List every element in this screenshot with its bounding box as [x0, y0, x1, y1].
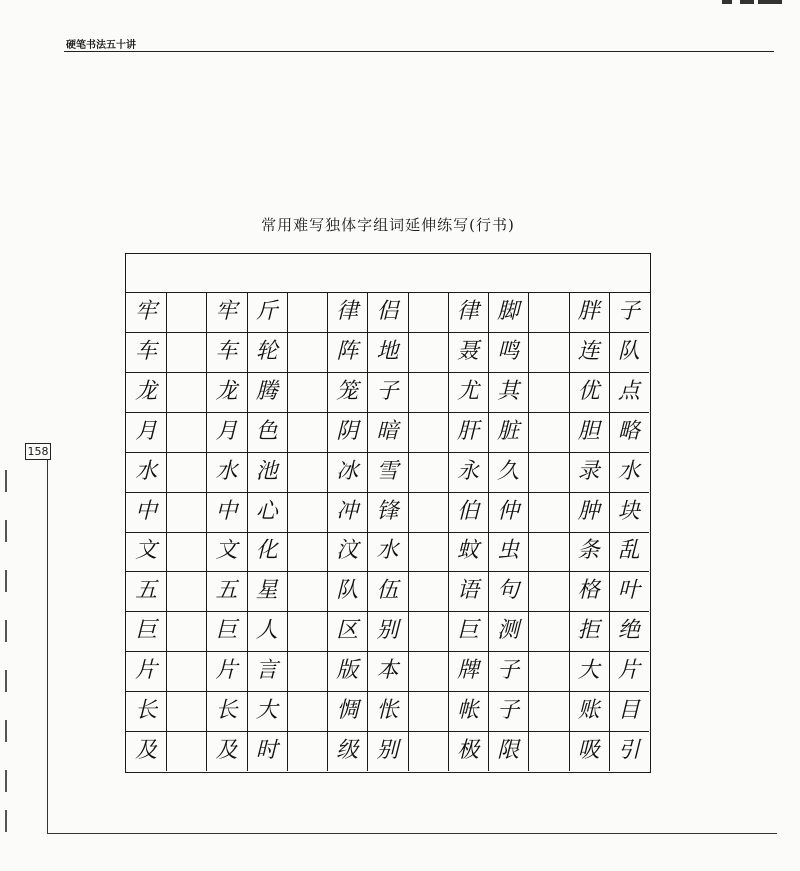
practice-character: 胖	[577, 298, 600, 324]
practice-character: 牢	[215, 298, 238, 324]
blank-practice-cell	[166, 452, 206, 492]
practice-character: 龙	[215, 378, 238, 404]
blank-practice-cell	[408, 651, 448, 691]
blank-practice-cell	[528, 412, 568, 452]
practice-character: 牢	[135, 298, 158, 324]
practice-character: 池	[255, 458, 278, 484]
practice-character: 侣	[376, 298, 399, 324]
practice-character: 车	[215, 338, 238, 364]
header-rule	[64, 51, 774, 52]
blank-practice-cell	[408, 531, 448, 571]
practice-character: 地	[376, 338, 399, 364]
practice-character: 其	[497, 378, 520, 404]
blank-practice-cell	[528, 691, 568, 731]
blank-practice-cell	[287, 492, 327, 532]
practice-character: 轮	[255, 338, 278, 364]
practice-character: 时	[255, 738, 278, 764]
practice-character: 月	[215, 418, 238, 444]
practice-character: 中	[135, 498, 158, 524]
blank-practice-cell	[408, 731, 448, 771]
practice-grid	[126, 292, 649, 771]
practice-character: 聂	[456, 338, 479, 364]
practice-character: 文	[215, 538, 238, 564]
practice-character: 五	[135, 578, 158, 604]
practice-character: 脏	[497, 418, 520, 444]
practice-character: 略	[617, 418, 640, 444]
blank-practice-cell	[287, 412, 327, 452]
blank-practice-cell	[528, 531, 568, 571]
practice-character: 雪	[376, 458, 399, 484]
practice-character: 阵	[336, 338, 359, 364]
blank-practice-cell	[528, 372, 568, 412]
practice-character: 伍	[376, 578, 399, 604]
blank-practice-cell	[408, 691, 448, 731]
practice-character: 水	[376, 538, 399, 564]
blank-practice-cell	[287, 691, 327, 731]
blank-practice-cell	[408, 292, 448, 332]
practice-character: 队	[336, 578, 359, 604]
practice-character: 蚊	[456, 538, 479, 564]
practice-character: 版	[336, 658, 359, 684]
practice-character: 吸	[577, 738, 600, 764]
practice-character: 连	[577, 338, 600, 364]
practice-character: 五	[215, 578, 238, 604]
practice-character: 乱	[617, 538, 640, 564]
blank-practice-cell	[287, 731, 327, 771]
blank-practice-cell	[166, 731, 206, 771]
practice-character: 帐	[456, 698, 479, 724]
practice-character: 心	[255, 498, 278, 524]
practice-character: 片	[617, 658, 640, 684]
practice-character: 胆	[577, 418, 600, 444]
practice-character: 长	[135, 698, 158, 724]
practice-character: 片	[135, 658, 158, 684]
blank-practice-cell	[287, 571, 327, 611]
blank-practice-cell	[287, 611, 327, 651]
blank-practice-cell	[408, 332, 448, 372]
blank-practice-cell	[408, 492, 448, 532]
blank-practice-cell	[528, 571, 568, 611]
footer-rule	[47, 833, 777, 834]
blank-practice-cell	[166, 571, 206, 611]
practice-character: 律	[456, 298, 479, 324]
practice-character: 片	[215, 658, 238, 684]
blank-practice-cell	[166, 372, 206, 412]
blank-practice-cell	[287, 292, 327, 332]
practice-character: 录	[577, 458, 600, 484]
blank-practice-cell	[528, 332, 568, 372]
blank-practice-cell	[408, 571, 448, 611]
practice-character: 条	[577, 538, 600, 564]
practice-character: 句	[497, 578, 520, 604]
blank-practice-cell	[408, 412, 448, 452]
blank-practice-cell	[528, 611, 568, 651]
practice-character: 人	[255, 618, 278, 644]
practice-character: 牌	[456, 658, 479, 684]
practice-character: 笼	[336, 378, 359, 404]
practice-character: 阴	[336, 418, 359, 444]
practice-character: 暗	[376, 418, 399, 444]
practice-character: 伯	[456, 498, 479, 524]
practice-character: 本	[376, 658, 399, 684]
page-margin-line	[47, 448, 48, 834]
practice-character: 文	[135, 538, 158, 564]
practice-character: 拒	[577, 618, 600, 644]
practice-character: 子	[497, 698, 520, 724]
practice-character: 叶	[617, 578, 640, 604]
blank-practice-cell	[166, 412, 206, 452]
practice-character: 水	[215, 458, 238, 484]
practice-character: 目	[617, 698, 640, 724]
practice-character: 子	[376, 378, 399, 404]
blank-practice-cell	[408, 452, 448, 492]
practice-character: 巨	[215, 618, 238, 644]
practice-character: 腾	[255, 378, 278, 404]
blank-practice-cell	[528, 292, 568, 332]
practice-character: 别	[376, 738, 399, 764]
practice-character: 队	[617, 338, 640, 364]
blank-practice-cell	[166, 691, 206, 731]
blank-practice-cell	[528, 731, 568, 771]
practice-character: 月	[135, 418, 158, 444]
practice-character: 测	[497, 618, 520, 644]
practice-character: 言	[255, 658, 278, 684]
table-header-row	[126, 254, 650, 293]
blank-practice-cell	[166, 651, 206, 691]
practice-character: 虫	[497, 538, 520, 564]
practice-character: 惆	[336, 698, 359, 724]
practice-character: 格	[577, 578, 600, 604]
practice-character: 账	[577, 698, 600, 724]
practice-character: 肝	[456, 418, 479, 444]
page-number: 158	[25, 443, 51, 460]
corner-crop-mark	[722, 0, 782, 6]
practice-character: 大	[577, 658, 600, 684]
blank-practice-cell	[166, 611, 206, 651]
practice-character: 律	[336, 298, 359, 324]
practice-character: 巨	[135, 618, 158, 644]
practice-character: 限	[497, 738, 520, 764]
practice-character: 星	[255, 578, 278, 604]
practice-character: 语	[456, 578, 479, 604]
practice-character: 色	[255, 418, 278, 444]
blank-practice-cell	[287, 651, 327, 691]
blank-practice-cell	[166, 292, 206, 332]
blank-practice-cell	[528, 651, 568, 691]
practice-character: 锋	[376, 498, 399, 524]
practice-character: 脚	[497, 298, 520, 324]
table-caption: 常用难写独体字组词延伸练写(行书)	[261, 216, 515, 234]
blank-practice-cell	[408, 611, 448, 651]
practice-character: 中	[215, 498, 238, 524]
practice-character: 尤	[456, 378, 479, 404]
practice-character: 怅	[376, 698, 399, 724]
practice-character: 化	[255, 538, 278, 564]
practice-character: 水	[617, 458, 640, 484]
practice-character: 大	[255, 698, 278, 724]
practice-character: 久	[497, 458, 520, 484]
practice-character: 子	[497, 658, 520, 684]
practice-character: 块	[617, 498, 640, 524]
practice-character: 长	[215, 698, 238, 724]
practice-character: 别	[376, 618, 399, 644]
blank-practice-cell	[528, 492, 568, 532]
blank-practice-cell	[408, 372, 448, 412]
practice-character: 区	[336, 618, 359, 644]
practice-character: 龙	[135, 378, 158, 404]
blank-practice-cell	[287, 372, 327, 412]
practice-character: 绝	[617, 618, 640, 644]
practice-character: 仲	[497, 498, 520, 524]
practice-character: 斤	[255, 298, 278, 324]
practice-character: 肿	[577, 498, 600, 524]
practice-character: 极	[456, 738, 479, 764]
practice-character: 车	[135, 338, 158, 364]
practice-character: 子	[617, 298, 640, 324]
practice-character: 及	[135, 738, 158, 764]
practice-character: 巨	[456, 618, 479, 644]
practice-character: 永	[456, 458, 479, 484]
practice-character: 点	[617, 378, 640, 404]
practice-character: 优	[577, 378, 600, 404]
practice-table	[125, 253, 651, 773]
blank-practice-cell	[166, 332, 206, 372]
practice-character: 级	[336, 738, 359, 764]
practice-character: 及	[215, 738, 238, 764]
blank-practice-cell	[287, 332, 327, 372]
practice-character: 冰	[336, 458, 359, 484]
practice-character: 汶	[336, 538, 359, 564]
blank-practice-cell	[528, 452, 568, 492]
practice-character: 鸣	[497, 338, 520, 364]
blank-practice-cell	[287, 531, 327, 571]
practice-character: 冲	[336, 498, 359, 524]
practice-character: 水	[135, 458, 158, 484]
practice-character: 引	[617, 738, 640, 764]
blank-practice-cell	[166, 531, 206, 571]
left-margin-ticks	[3, 470, 9, 830]
running-head: 硬笔书法五十讲	[66, 40, 136, 51]
blank-practice-cell	[166, 492, 206, 532]
blank-practice-cell	[287, 452, 327, 492]
